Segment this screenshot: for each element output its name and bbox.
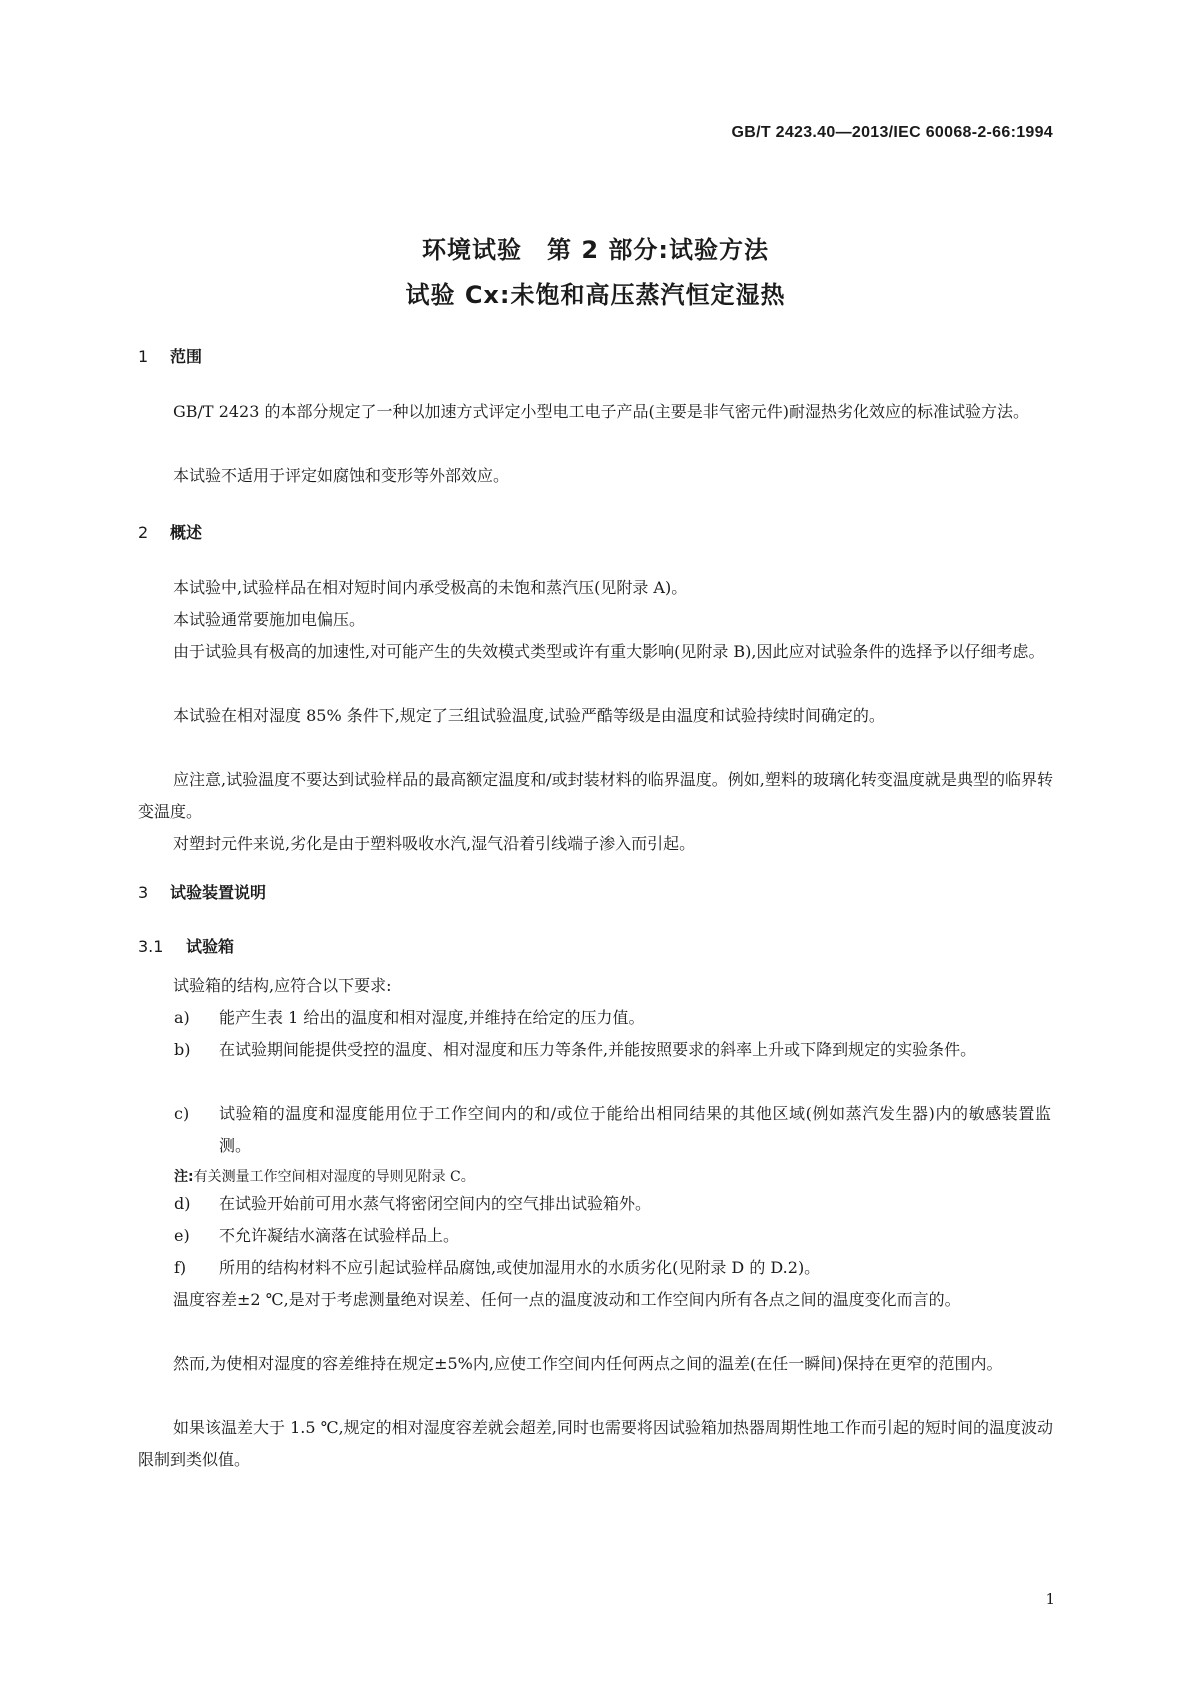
note: [174, 1166, 475, 1186]
section-number: 3: [138, 883, 149, 902]
list-label: e): [174, 1226, 190, 1245]
list-label: a): [174, 1008, 190, 1027]
list-item: [174, 1098, 1054, 1162]
section-title: 概述: [170, 523, 203, 542]
note-text: 有关测量工作空间相对湿度的导则见附录 C。: [193, 1169, 475, 1185]
list-text: 不允许凝结水滴落在试验样品上。: [219, 1226, 460, 1245]
paragraph: 试验箱的结构,应符合以下要求:: [173, 976, 392, 995]
section-number: 2: [138, 523, 149, 542]
section-2-heading: [138, 520, 202, 543]
paragraph: 本试验不适用于评定如腐蚀和变形等外部效应。: [173, 466, 510, 485]
standard-code: GB/T 2423.40—2013/IEC 60068-2-66:1994: [731, 124, 1053, 141]
paragraph: 本试验中,试验样品在相对短时间内承受极高的未饱和蒸汽压(见附录 A)。: [173, 578, 688, 597]
document-title-line2: 试验 Cx:未饱和高压蒸汽恒定湿热: [405, 281, 786, 309]
list-text: 所用的结构材料不应引起试验样品腐蚀,或使加湿用水的水质劣化(见附录 D 的 D.2)。: [219, 1258, 821, 1277]
paragraph: GB/T 2423 的本部分规定了一种以加速方式评定小型电工电子产品(主要是非气密元件)耐湿热劣化效应的标准试验方法。: [173, 402, 1029, 421]
section-3-heading: [138, 880, 266, 903]
section-title: 范围: [170, 347, 203, 366]
list-text: 在试验开始前可用水蒸气将密闭空间内的空气排出试验箱外。: [219, 1194, 652, 1213]
document-title-line1: 环境试验 第 2 部分:试验方法: [421, 236, 769, 264]
paragraph: 然而,为使相对湿度的容差维持在规定±5%内,应使工作空间内任何两点之间的温差(在任一瞬间)保持在更窄的范围内。: [173, 1354, 1003, 1373]
section-number: 3.1: [138, 937, 164, 956]
page-number: 1: [1045, 1590, 1055, 1608]
section-title: 试验箱: [186, 937, 235, 956]
paragraph: 温度容差±2 ℃,是对于考虑测量绝对误差、任何一点的温度波动和工作空间内所有各点之间的温度变化而言的。: [173, 1290, 961, 1309]
list-item: [174, 1002, 1054, 1034]
list-text: 试验箱的温度和湿度能用位于工作空间内的和/或位于能给出相同结果的其他区域(例如蒸汽发生器)内的敏感装置监测。: [219, 1104, 1051, 1155]
list-text: 在试验期间能提供受控的温度、相对湿度和压力等条件,并能按照要求的斜率上升或下降到规定的实验条件。: [219, 1040, 977, 1059]
list-label: f): [174, 1258, 187, 1277]
note-label: 注:: [174, 1169, 194, 1185]
paragraph: 本试验通常要施加电偏压。: [173, 610, 366, 629]
list-label: c): [174, 1104, 190, 1123]
paragraph: 如果该温差大于 1.5 ℃,规定的相对湿度容差就会超差,同时也需要将因试验箱加热器周期性地工作而引起的短时间的温度波动限制到类似值。: [138, 1418, 1053, 1469]
paragraph: 对塑封元件来说,劣化是由于塑料吸收水汽,湿气沿着引线端子渗入而引起。: [173, 834, 696, 853]
list-item: [174, 1188, 1054, 1220]
paragraph: 应注意,试验温度不要达到试验样品的最高额定温度和/或封装材料的临界温度。例如,塑料的玻璃化转变温度就是典型的临界转变温度。: [138, 770, 1053, 821]
section-3-1-heading: [138, 934, 234, 957]
list-item: [174, 1034, 1054, 1066]
paragraph: 由于试验具有极高的加速性,对可能产生的失效模式类型或许有重大影响(见附录 B),因此应对试验条件的选择予以仔细考虑。: [173, 642, 1045, 661]
list-item: [174, 1252, 1054, 1284]
section-title: 试验装置说明: [170, 883, 267, 902]
section-number: 1: [138, 347, 149, 366]
list-text: 能产生表 1 给出的温度和相对湿度,并维持在给定的压力值。: [219, 1008, 645, 1027]
list-label: d): [174, 1194, 191, 1213]
list-label: b): [174, 1040, 191, 1059]
paragraph: 本试验在相对湿度 85% 条件下,规定了三组试验温度,试验严酷等级是由温度和试验持续时间确定的。: [173, 706, 885, 725]
list-item: [174, 1220, 1054, 1252]
section-1-heading: [138, 344, 202, 367]
